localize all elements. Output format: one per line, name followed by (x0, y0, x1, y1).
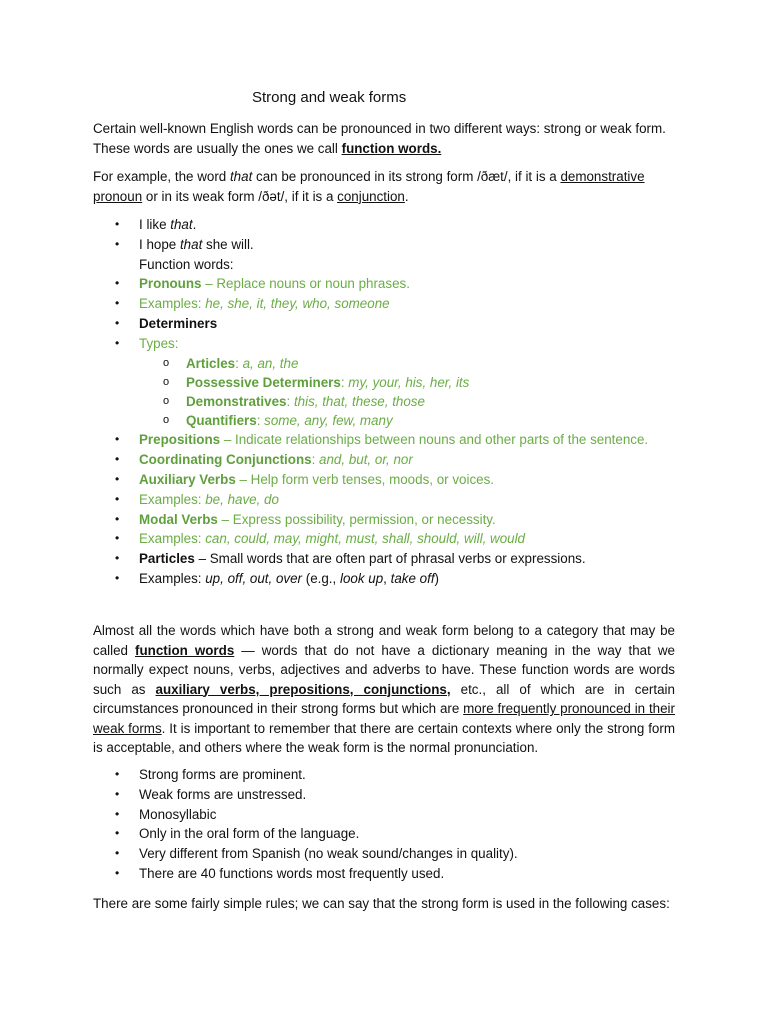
conjunction-term: conjunction (337, 188, 405, 204)
list-item: • Modal Verbs – Express possibility, permission, or necessity. (115, 511, 496, 527)
list-item: • Weak forms are unstressed. (115, 786, 307, 802)
list-item: o Demonstratives: this, that, these, those (163, 393, 425, 409)
demonstrative-pronoun-term: demonstrative pronoun (93, 169, 645, 204)
function-words-term: function words. (341, 140, 442, 156)
list-item: • Auxiliary Verbs – Help form verb tenses, moods, or voices. (115, 471, 495, 487)
page-title: Strong and weak forms (252, 89, 407, 106)
list-item: • Examples: be, have, do (115, 491, 279, 507)
list-item: • Prepositions – Indicate relationships between nouns and other parts of the sentence. (115, 432, 649, 448)
list-item: Function words: (139, 256, 234, 272)
list-item: • Strong forms are prominent. (115, 767, 306, 782)
main-paragraph: Almost all the words which have both a strong and weak form belong to a category that may be called function words — words that do not have a dictionary meaning in the way that we normally expect nouns, verbs, adjectives and adverbs to have. These function words are words such as auxiliary verbs, prepositions, conjunctions, etc., all of which are in certain circumstances pronounced in their strong forms but which are more frequently pronounced in their weak forms. It is important to remember that there are certain contexts where only the strong form is acceptable, and others where the weak form is the normal pronunciation. (93, 623, 675, 755)
list-item: o Possessive Determiners: my, your, his, her, its (163, 374, 470, 390)
list-item: • Types: (115, 335, 179, 351)
function-words-term: function words (135, 642, 235, 658)
list-item: • Very different from Spanish (no weak sound/changes in quality). (115, 846, 518, 862)
list-item: • Only in the oral form of the language. (115, 826, 360, 842)
list-item: o Quantifiers: some, any, few, many (163, 413, 393, 429)
list-item: • Particles – Small words that are often part of phrasal verbs or expressions. (115, 551, 586, 567)
characteristics-list (93, 765, 693, 884)
list-item: • Monosyllabic (115, 806, 217, 822)
list-item: • There are 40 functions words most frequently used. (115, 865, 445, 881)
closing-paragraph: There are some fairly simple rules; we can say that the strong form is used in the following cases: (93, 896, 670, 911)
weak-forms-term: more frequently pronounced in their weak forms (93, 701, 675, 736)
example-paragraph: For example, the word that can be pronounced in its strong form /ðæt/, if it is a demonstrative pronoun or in its weak form /ðət/, if it is a conjunction. (93, 169, 645, 204)
function-words-list (93, 215, 693, 589)
list-item: • I like that. (115, 217, 197, 232)
list-item: • Examples: up, off, out, over (e.g., look up, take off) (115, 570, 440, 586)
list-item: • Coordinating Conjunctions: and, but, or, nor (115, 452, 413, 468)
list-item: o Articles: a, an, the (163, 355, 299, 371)
list-item: • Examples: he, she, it, they, who, someone (115, 296, 390, 312)
categories-term: auxiliary verbs, prepositions, conjunctions, (155, 681, 451, 697)
list-item: • I hope that she will. (115, 236, 254, 252)
list-item: • Examples: can, could, may, might, must, shall, should, will, would (115, 531, 526, 547)
list-item: • Determiners (115, 315, 218, 331)
list-item: • Pronouns – Replace nouns or noun phrases. (115, 276, 410, 292)
intro-paragraph: Certain well-known English words can be pronounced in two different ways: strong or weak form. These words are usually the ones we call function words. (93, 121, 666, 156)
